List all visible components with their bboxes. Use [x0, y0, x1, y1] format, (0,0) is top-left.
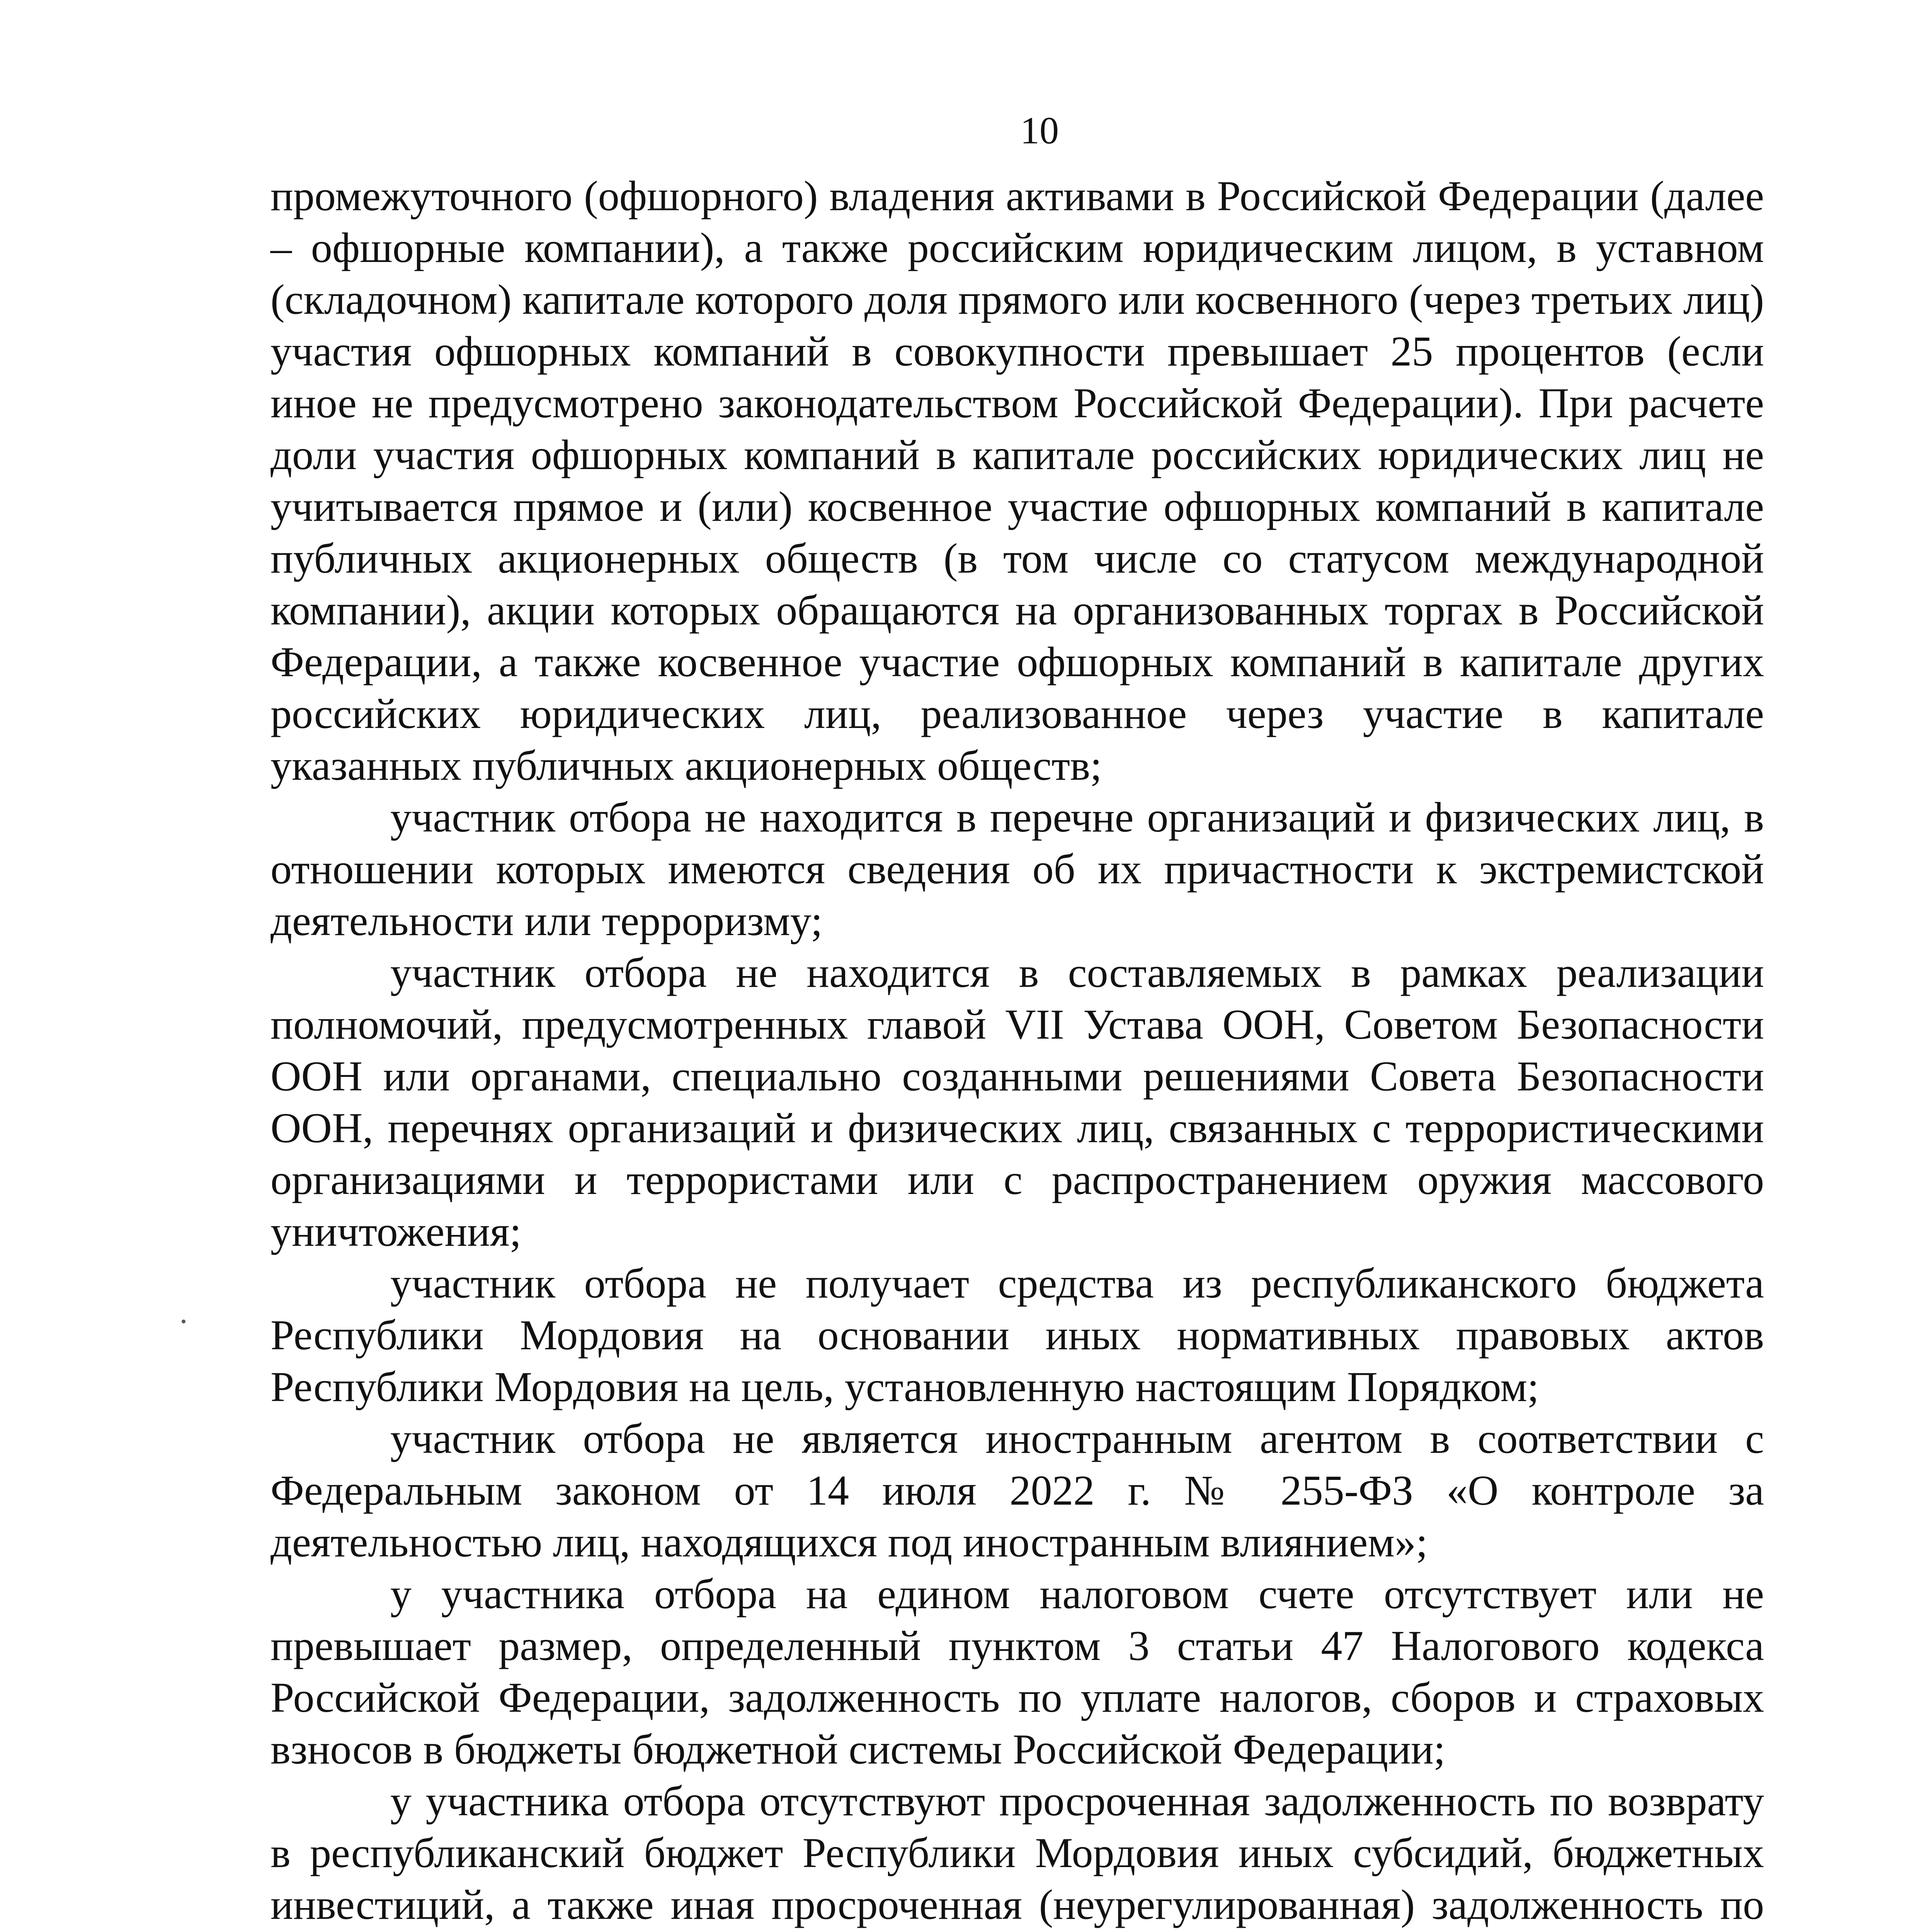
paragraph-budget-funds: участник отбора не получает средства из республиканского бюджета Республики Мордовия на основании иных нормативных правовых актов Республики Мордовия на цель, установленную настоящим Порядком;: [271, 1260, 1764, 1410]
paragraph-foreign-agent: участник отбора не является иностранным агентом в соответствии с Федеральным законом от 14 июля 2022 г. № 255-ФЗ «О контроле за деятельностью лиц, находящихся под иностранным влиянием»;: [271, 1415, 1764, 1566]
paragraph-offshore: промежуточного (офшорного) владения активами в Российской Федерации (далее – офшорные компании), а также российским юридическим лицом, в уставном (складочном) капитале которого доля прямого или косвенного (через третьих лиц) участия офшорных компаний в совокупности превышает 25 процентов (если иное не предусмотрено законодательством Российской Федерации). При расчете доли участия офшорных компаний в капитале российских юридических лиц не учитывается прямое и (или) косвенное участие офшорных компаний в капитале публичных акционерных обществ (в том числе со статусом международной компании), акции которых обращаются на организованных торгах в Российской Федерации, а также косвенное участие офшорных компаний в капитале других российских юридических лиц, реализованное через участие в капитале указанных публичных акционерных обществ;: [271, 172, 1764, 789]
paragraph-tax-debt: у участника отбора на едином налоговом счете отсутствует или не превышает размер, определенный пунктом 3 статьи 47 Налогового кодекса Российской Федерации, задолженность по уплате налогов, сборов и страховых взносов в бюджеты бюджетной системы Российской Федерации;: [271, 1570, 1764, 1773]
paragraph-extremism-list: участник отбора не находится в перечне организаций и физических лиц, в отношении которых имеются сведения об их причастности к экстремистской деятельности или терроризму;: [271, 794, 1764, 944]
document-body: [271, 170, 1764, 1932]
page-number: 10: [1020, 109, 1059, 152]
paragraph-un-sanctions: участник отбора не находится в составляемых в рамках реализации полномочий, предусмотренных главой VII Устава ООН, Советом Безопасности ООН или органами, специально созданными решениями Совета Безопасности ООН, перечнях организаций и физических лиц, связанных с террористическими организациями и террористами или с распространением оружия массового уничтожения;: [271, 949, 1764, 1255]
paragraph-overdue-debt: у участника отбора отсутствуют просроченная задолженность по возврату в республиканский бюджет Республики Мордовия иных субсидий, бюджетных инвестиций, а также иная просроченная (неурегулированная) задолженность по: [271, 1777, 1764, 1928]
scan-speck: [182, 1320, 185, 1323]
